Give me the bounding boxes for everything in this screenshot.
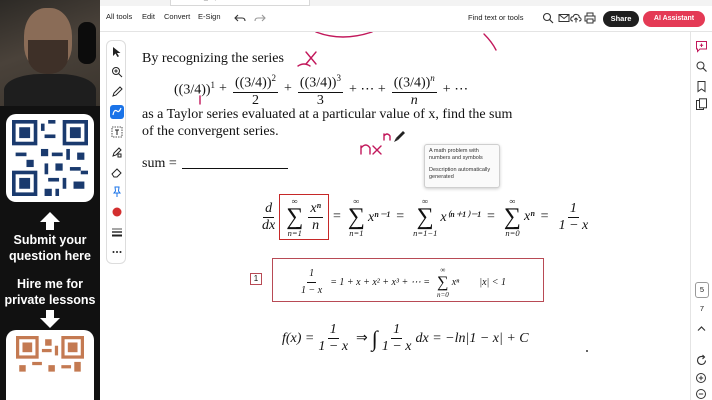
pdf-page [128, 32, 690, 400]
alt-text-tooltip [424, 144, 500, 188]
cursor-arrow-icon [111, 46, 123, 58]
qr-code-icon [12, 120, 88, 196]
redo-icon[interactable] [254, 12, 266, 24]
menu-e-sign[interactable]: E-Sign [198, 12, 221, 21]
qr-code-submit [6, 114, 94, 202]
text-box-icon [111, 126, 123, 138]
stray-ink-dot [586, 350, 588, 352]
series-term-n: $\frac{((3/4))^n}{n}$ [392, 70, 437, 109]
ink-curve-top [316, 32, 372, 37]
sum-label: sum = [142, 156, 177, 171]
line-weight-icon [111, 226, 123, 238]
pen-icon [111, 86, 123, 98]
series-tail: + ⋯ [442, 81, 469, 97]
series-term-3: $\frac{((3/4))^3}{3}$ [298, 70, 343, 109]
microphone [78, 22, 96, 64]
ai-assistant-button[interactable]: AI Assistant [643, 11, 705, 27]
search-document-icon[interactable] [695, 60, 708, 73]
share-button[interactable]: Share [603, 11, 639, 27]
webcam-feed [0, 0, 100, 106]
annotation-tools-palette [106, 40, 126, 264]
line-weight-tool[interactable] [110, 225, 124, 239]
pen-cursor-icon [394, 131, 405, 142]
red-color-dot-icon [111, 206, 123, 218]
submit-question-label: Submit your question here [9, 233, 91, 263]
qr-code-lessons [6, 330, 94, 400]
d-dx-operator: $\frac{d}{dx}$ [262, 200, 276, 233]
undo-icon[interactable] [234, 12, 246, 24]
arrow-down-icon [40, 310, 60, 328]
pen-tool[interactable] [110, 85, 124, 99]
total-page-count: 7 [699, 304, 705, 313]
mail-icon[interactable] [558, 12, 570, 24]
stream-overlay [0, 0, 100, 400]
integral-equation: f(x) = $\frac{1}{1 - x}$ ⇒ ∫ $\frac{1}{1 - x}$ dx = −ln|1 − x| + C [282, 322, 529, 354]
zoom-in-icon [111, 66, 123, 78]
series-expression: $((3/4))^1$ + $\frac{((3/4))^2}{2}$ + $\frac{((3/4))^3}{3}$ + ⋯ + $\frac{((3/4))^n}{n}$ + ⋯ [174, 70, 468, 109]
text-box-tool[interactable] [110, 125, 124, 139]
eraser-icon [111, 166, 123, 178]
print-icon[interactable] [584, 12, 596, 24]
ink-n-superscript [384, 134, 390, 140]
arrow-up-icon [40, 212, 60, 230]
refresh-icon[interactable] [695, 354, 708, 367]
highlighted-sum-term: ∞ ∑ n=1 $\frac{\text{xⁿ}}{n}$ [279, 194, 329, 240]
cloud-upload-icon[interactable] [570, 12, 582, 24]
search-icon[interactable] [542, 12, 554, 24]
series-term-2: $\frac{((3/4))^2}{2}$ [233, 70, 278, 109]
menu-all-tools[interactable]: All tools [106, 12, 133, 21]
qr-code-icon [12, 336, 88, 400]
geometric-series-equation: $\frac{1}{1 - x}$ = 1 + x + x² + x³ + ⋯ = ∞ ∑ n=0 xⁿ |x| < 1 [301, 266, 507, 299]
ink-squiggle [298, 64, 310, 66]
more-dots-icon [111, 246, 123, 258]
series-ellipsis: + ⋯ + [348, 81, 386, 97]
chevron-up-icon[interactable] [695, 322, 708, 335]
tooltip-description: A math problem with numbers and symbols [429, 148, 483, 161]
key-equation-box [272, 258, 544, 302]
ink-stroke-top-right [484, 34, 496, 50]
problem-text-line-1: By recognizing the series [142, 51, 284, 66]
sum-answer-blank[interactable] [182, 168, 288, 169]
ink-x-letter [373, 146, 381, 154]
problem-text-line-2: as a Taylor series evaluated at a particular value of x, find the sum [142, 107, 513, 122]
tooltip-generated-note: Description automatically generated [429, 167, 491, 180]
draw-freehand-tool[interactable] [110, 105, 124, 119]
comment-add-icon[interactable] [695, 40, 708, 53]
menu-convert[interactable]: Convert [164, 12, 191, 21]
stamp-tool[interactable] [110, 145, 124, 159]
ink-n-letter [361, 145, 370, 154]
select-tool[interactable] [110, 45, 124, 59]
problem-text-line-3: of the convergent series. [142, 124, 279, 139]
top-toolbar [100, 6, 712, 32]
zoom-tool[interactable] [110, 65, 124, 79]
ink-x-mark [306, 52, 316, 64]
submit-question-text [0, 212, 100, 264]
derivative-equation: $\frac{d}{dx}$ ∞ ∑ n=1 $\frac{\text{xⁿ}}{n}$ = ∞ ∑ n=1 xⁿ⁻¹ = ∞ ∑ n=1−1 x⁽ⁿ⁺¹⁾⁻¹ = ∞ ∑ n=0 xⁿ = $\frac{1}{1 - x}$ [262, 196, 589, 238]
equation-number-box: 1 [250, 273, 262, 285]
current-page-number[interactable]: 5 [695, 282, 709, 298]
freehand-draw-icon [111, 106, 123, 118]
pin-icon [111, 186, 123, 198]
eraser-tool[interactable] [110, 165, 124, 179]
right-side-rail [690, 32, 712, 400]
zoom-in-icon[interactable] [695, 372, 708, 385]
hire-me-text [0, 276, 100, 330]
zoom-out-icon[interactable] [695, 388, 708, 400]
bookmark-icon[interactable] [695, 80, 708, 93]
series-term-1: $((3/4))^1$ [174, 80, 216, 98]
tab-title [181, 0, 224, 1]
find-text-or-tools[interactable]: Find text or tools [468, 13, 524, 22]
more-tools-button[interactable] [110, 245, 124, 259]
color-picker[interactable] [110, 205, 124, 219]
page-thumbnails-icon[interactable] [695, 98, 708, 111]
hire-me-label: Hire me for private lessons [4, 277, 96, 307]
stamp-pen-icon [111, 146, 123, 158]
pin-tool[interactable] [110, 185, 124, 199]
integral-sign: ∫ [371, 325, 378, 351]
menu-edit[interactable]: Edit [142, 12, 155, 21]
